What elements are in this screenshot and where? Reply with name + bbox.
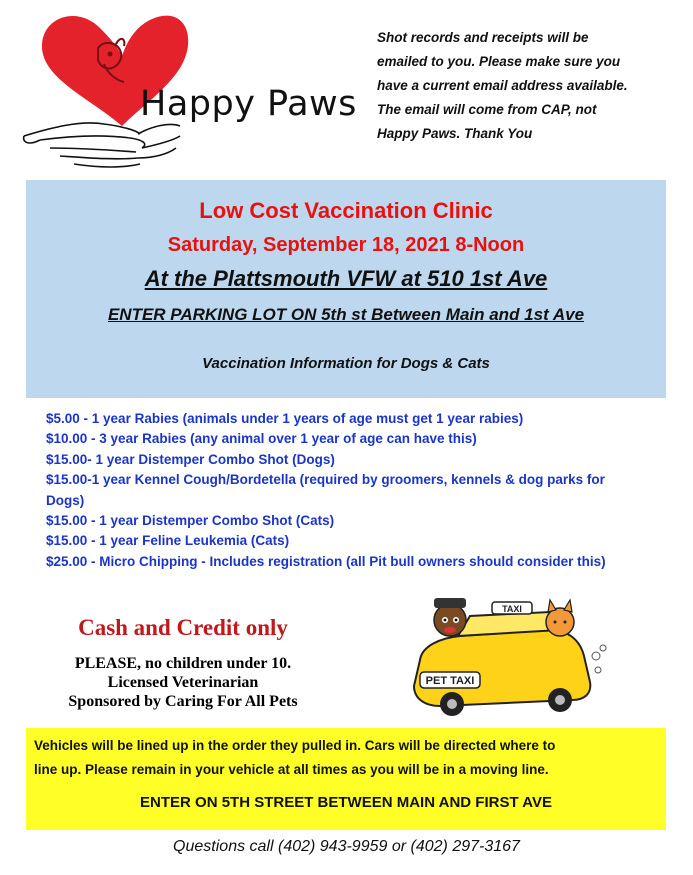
logo-text: Happy Paws (140, 84, 357, 124)
note-line: The email will come from CAP, not (377, 102, 597, 117)
clinic-title: Low Cost Vaccination Clinic (199, 198, 493, 223)
licensed-vet: Licensed Veterinarian (107, 674, 259, 691)
clinic-location: At the Plattsmouth VFW at 510 1st Ave (144, 266, 548, 291)
vehicle-line: Vehicles will be lined up in the order they pulled in. Cars will be directed where to (34, 738, 556, 753)
no-children-notice: PLEASE, no children under 10. (74, 655, 292, 672)
vehicle-instructions-box (26, 728, 666, 830)
vehicle-instructions (34, 734, 662, 782)
price-item: $15.00-1 year Kennel Cough/Bordetella (required by groomers, kennels & dog parks for (46, 472, 605, 488)
price-item: $10.00 - 3 year Rabies (any animal over 1 year of age can have this) (46, 431, 477, 447)
price-item: $15.00 - 1 year Distemper Combo Shot (Cats) (46, 513, 335, 529)
price-item: Dogs) (46, 492, 85, 508)
vehicle-line: line up. Please remain in your vehicle at all times as you will be in a moving line. (34, 762, 549, 777)
enter-street-instruction: ENTER ON 5TH STREET BETWEEN MAIN AND FIRST AVE (140, 794, 552, 811)
hands-icon (24, 123, 180, 167)
note-line: have a current email address available. (377, 78, 628, 93)
price-item: $15.00 - 1 year Feline Leukemia (Cats) (46, 533, 290, 549)
price-list (46, 409, 671, 572)
questions-contact: Questions call (402) 943-9959 or (402) 297-3167 (173, 838, 520, 855)
clinic-banner (26, 180, 666, 398)
sponsor: Sponsored by Caring For All Pets (68, 693, 298, 710)
price-item: $25.00 - Micro Chipping - Includes registration (all Pit bull owners should consider this) (46, 553, 606, 569)
vaccination-info-heading: Vaccination Information for Dogs & Cats (202, 355, 490, 372)
pet-taxi-icon (400, 590, 610, 720)
parking-instructions: ENTER PARKING LOT ON 5th st Between Main and 1st Ave (107, 305, 585, 324)
taxi-sign-text: TAXI (502, 604, 522, 614)
note-line: emailed to you. Please make sure you (377, 54, 621, 69)
price-item: $5.00 - 1 year Rabies (animals under 1 years of age must get 1 year rabies) (46, 411, 524, 426)
clinic-date: Saturday, September 18, 2021 8-Noon (167, 234, 525, 256)
email-note (377, 26, 677, 146)
pet-taxi-door-text: PET TAXI (425, 675, 475, 687)
price-item: $15.00- 1 year Distemper Combo Shot (Dogs) (46, 451, 335, 467)
payment-method: Cash and Credit only (78, 615, 288, 640)
note-line: Happy Paws. Thank You (377, 126, 533, 141)
note-line: Shot records and receipts will be (377, 30, 589, 45)
